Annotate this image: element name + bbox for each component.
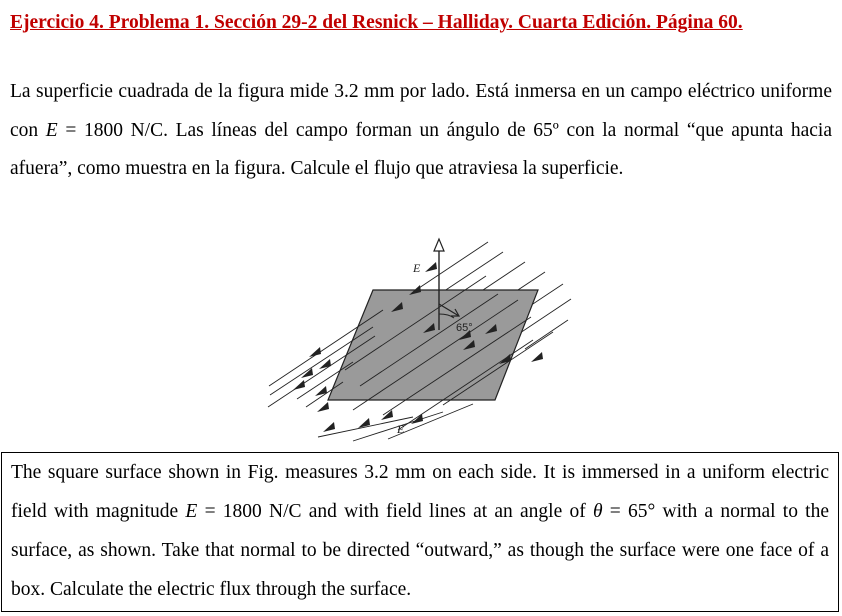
arrowhead: [531, 352, 543, 362]
variable-e: E: [45, 119, 58, 141]
problem-es-text-1: La superficie cuadrada de la figura mide 3.2 mm por lado. Está inmersa en un campo eléctrico uniforme con: [10, 81, 832, 141]
field-label-top: E: [413, 261, 421, 275]
arrowhead: [425, 262, 437, 272]
arrowhead: [411, 414, 423, 424]
field-label-bottom: E: [397, 422, 405, 436]
arrowhead: [323, 422, 335, 432]
arrowhead: [309, 347, 321, 357]
arrowhead: [319, 359, 331, 369]
problem-en-paragraph: [11, 453, 829, 609]
arrowhead: [317, 402, 329, 412]
problem-en-text-3: = 65° with a normal to the surface, as shown. Take that normal to be directed “outward,” as though the surface were one face of a box. Calculate the electric flux through the surface.: [11, 501, 830, 600]
square-surface: [328, 290, 538, 400]
arrowhead: [293, 380, 305, 390]
problem-en-text-1: The square surface shown in Fig. measures 3.2 mm on each side. It is immersed in a uniform electric field with magnitude: [11, 462, 829, 522]
variable-e: E: [185, 501, 198, 522]
problem-statement-spanish: [10, 73, 832, 189]
angle-label: 65°: [456, 322, 473, 334]
problem-en-text-2: = 1800 N/C and with field lines at an angle of: [197, 501, 593, 522]
problem-es-text-2: = 1800 N/C. Las líneas del campo forman un ángulo de 65º con la normal “que apunta hacia afuera”, como muestra en la figura. Calcule el flujo que atraviesa la superficie.: [10, 119, 832, 180]
normal-arrowhead: [434, 239, 444, 251]
arrowhead: [381, 410, 393, 420]
exercise-title: Ejercicio 4. Problema 1. Sección 29-2 del Resnick – Halliday. Cuarta Edición. Página 60.: [10, 12, 743, 33]
electric-flux-figure: [263, 232, 578, 442]
figure-drawing: [263, 232, 578, 442]
problem-statement-english: [1, 452, 839, 612]
variable-theta: θ: [592, 501, 603, 522]
